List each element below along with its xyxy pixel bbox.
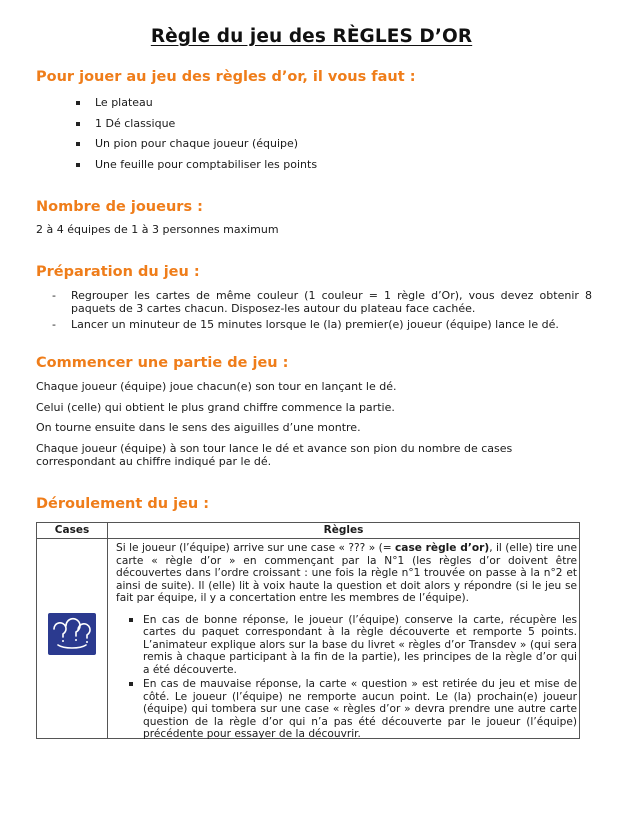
intro-text: , il (elle) tire une carte « règle d’or » en commençant par la N°1 (les règles d’or doivent être découvertes dans l’ordre croissant : une fois la règle n°1 trouvée on passe à la n°2 et ainsi de suite). Il (elle) lit à voix haute la question et doit alors y répondre (si le jeu se fait par équipe, il y a concertation entre les membres de l’équipe).	[116, 542, 577, 604]
rules-cell	[116, 542, 577, 743]
list-item: En cas de mauvaise réponse, la carte « question » est retirée du jeu et mise de côté. Le joueur (l’équipe) ne remporte aucun point. Le (la) prochain(e) joueur (équipe) qui tombera sur une case « règles d’or » devra prendre une autre carte question de la règle d’or qui n’a pas été découverte par le joueur (l’équipe) précédente pour essayer de la découvrir.	[116, 678, 577, 741]
start-paragraph: Celui (celle) qui obtient le plus grand chiffre commence la partie.	[36, 401, 395, 414]
prep-list	[52, 289, 592, 334]
start-paragraph: Chaque joueur (équipe) joue chacun(e) son tour en lançant le dé.	[36, 380, 397, 393]
question-marks-icon	[48, 613, 96, 655]
list-item: En cas de bonne réponse, le joueur (l’équipe) conserve la carte, récupère les cartes du paquet correspondant à la règle découverte et remporte 5 points. L’animateur explique alors sur la base du livret « règles d’or Transdev » (qui sera remis à chaque participant à la fin de la partie), les principes de la règle d’or qui a été découverte.	[116, 614, 577, 677]
rules-table	[36, 522, 580, 739]
needs-list	[76, 96, 317, 178]
header-cases: Cases	[54, 524, 90, 536]
rules-intro	[116, 542, 577, 605]
list-item: Le plateau	[76, 96, 317, 117]
page-title: Règle du jeu des RÈGLES D’OR	[150, 26, 473, 47]
list-item: Un pion pour chaque joueur (équipe)	[76, 137, 317, 158]
heading-start: Commencer une partie de jeu :	[36, 355, 289, 371]
heading-needs: Pour jouer au jeu des règles d’or, il vous faut :	[36, 69, 416, 85]
heading-prep: Préparation du jeu :	[36, 264, 200, 280]
question-marks-icon-svg	[48, 613, 96, 655]
list-item: - Lancer un minuteur de 15 minutes lorsque le (la) premier(e) joueur (équipe) lance le dé.	[52, 318, 592, 331]
heading-flow: Déroulement du jeu :	[36, 496, 210, 512]
header-rules: Règles	[323, 524, 364, 536]
players-text: 2 à 4 équipes de 1 à 3 personnes maximum	[36, 223, 279, 236]
column-divider	[107, 523, 108, 738]
start-paragraph: On tourne ensuite dans le sens des aiguilles d’une montre.	[36, 421, 361, 434]
intro-bold: case règle d’or)	[395, 542, 490, 554]
list-item: - Regrouper les cartes de même couleur (1 couleur = 1 règle d’Or), vous devez obtenir 8 paquets de 3 cartes chacun. Disposez-les autour du plateau face cachée.	[52, 289, 592, 315]
rules-bullets	[116, 614, 577, 741]
heading-players: Nombre de joueurs :	[36, 199, 203, 215]
intro-text: Si le joueur (l’équipe) arrive sur une case « ??? » (=	[116, 542, 396, 554]
list-item: Une feuille pour comptabiliser les points	[76, 158, 317, 179]
list-item: 1 Dé classique	[76, 117, 317, 138]
start-paragraph: Chaque joueur (équipe) à son tour lance le dé et avance son pion du nombre de cases correspondant au chiffre indiqué par le dé.	[36, 442, 513, 468]
